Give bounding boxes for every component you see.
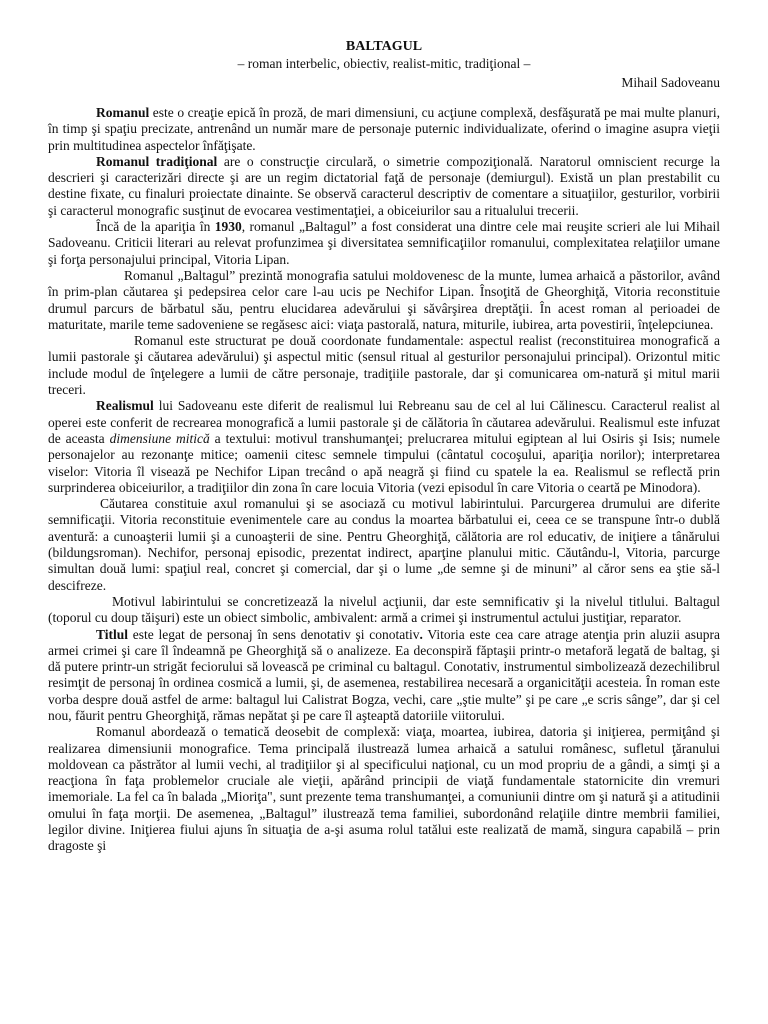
paragraph-text: , romanul „Baltagul” a fost considerat una dintre cele mai reuşite scrieri ale lui Mihail Sadoveanu. Criticii literari au relevat profunzimea şi diversitatea semnificaţiilor romanului, complexitatea relaţiilor umane şi forţa personajului principal, Vitoria Lipan. — [48, 219, 720, 267]
paragraph-aparitie — [48, 219, 720, 268]
paragraph-text: lui Sadoveanu este diferit de realismul lui Rebreanu sau de cel al lui Călinescu. Caracterul realist al operei este conferit de recrearea monografică a lumii pastorale şi de călătoria în căutarea adevărului. Realismul este infuzat de aceasta — [48, 398, 720, 446]
paragraph-text: Vitoria este cea care atrage atenţia prin aluzii asupra armei crimei şi care îl îndeamnă pe Gheorghiţă să o analizeze. Ea deconspiră făptaşii printr-o metaforă legată de baltag, şi dă putere printr-un strigăt feciorului să lovească pe criminal cu baltagul. Conotativ, instrumentul simbolizează dezechilibrul resimţit de personaj în ordinea cosmică a lumii, şi, de asemenea, restabilirea necesară a organicităţii acesteia. În roman este vorba despre două astfel de arme: baltagul lui Calistrat Bogza, vechi, care „ştie multe” şi pe care „e scris sânge”, dar şi cel nou, făurit pentru Gheorghiţă, rămas nepătat şi pe care îl aşteaptă datoriile viitorului. — [48, 626, 720, 723]
paragraph-realismul — [48, 398, 720, 496]
paragraph-text: are o construcţie circulară, o simetrie compoziţională. Naratorul omniscient recurge la descrieri şi caracterizări directe şi are un regim dictatorial faţă de personaje (demiurgul). Există un plan prestabilit cu destine fixate, cu finaluri proiectate dinainte. Se observă caracterul descriptiv de comentare a situaţiilor, gesturilor, vorbirii şi caracterul monografic susţinut de evocarea vestimentaţiei, a obiceiurilor sau a ritualului trecerii. — [48, 153, 721, 218]
bold-term: Realismul — [96, 398, 154, 414]
bold-dot: . — [419, 626, 423, 642]
paragraph-titlul — [48, 627, 720, 725]
italic-term: dimensiune mitică — [109, 430, 210, 446]
paragraph-monografia: Romanul „Baltagul” prezintă monografia satului moldovenesc de la munte, lumea arhaică a păstorilor, având în prim-plan căutarea şi pedepsirea celor care l-au ucis pe Nechifor Lipan. Însoţită de Gheorghiţă, Vitoria reconstituie drumul parcurs de bărbatul său, pentru elucidarea adevărului şi săvârşirea dreptăţii. În acest roman al perioadei de maturitate, marile teme sadoveniene se regăsesc aici: viaţa pastorală, natura, miturile, iubirea, arta povestirii, înţelepciunea. — [48, 267, 720, 332]
bold-term: Romanul — [96, 105, 150, 120]
paragraph-roman-traditional — [48, 154, 720, 219]
document-author: Mihail Sadoveanu — [621, 75, 720, 90]
paragraph-text: Încă de la apariţia în — [96, 219, 215, 235]
paragraph-cautarea: Căutarea constituie axul romanului şi se asociază cu motivul labirintului. Parcurgerea drumului are diferite semnificaţii. Vitoria reconstituie evenimentele care au condus la moartea bărbatului ei, ceea ce se transpune într-o dublă aventură: a cunoaşterii lumii şi a cunoaşterii de sine. Pentru Gheorghiţă, călătoria are rol educativ, de iniţiere a tânărului (bildungsroman). Nechifor, personaj episodic, prezentat indirect, aparţine planului mitic. Căutându-l, Vitoria, parcurge simultan două lumi: spaţiul real, concret şi comercial, dar şi o lume „de semne şi de minuni” al căror sens ea ştie să-l descifreze. — [48, 496, 720, 593]
document-body — [48, 105, 720, 855]
document-subtitle: – roman interbelic, obiectiv, realist-mitic, tradiţional – — [237, 56, 531, 71]
bold-year: 1930 — [214, 219, 242, 235]
paragraph-text: a textului: motivul transhumanţei; prelucrarea mitului egiptean al lui Osiris şi Isis; numele personajelor au rezonanţe mitice; oamenii citesc semnele timpului (cântatul cocoşului, apariţia norilor); interpretarea viselor: Vitoria îl visează pe Nechifor Lipan trecând o apă neagră şi fiind cu spatele la ea. Realismul se reflectă prin surprinderea obiceiurilor, a tradiţiilor din zona în care locuia Vitoria (vezi episodul în care Vitoria o ceartă pe Minodora). — [48, 430, 721, 495]
paragraph-romanul — [48, 105, 720, 154]
bold-term: Romanul tradiţional — [96, 153, 218, 169]
paragraph-text: este legat de personaj în sens denotativ şi conotativ — [128, 626, 420, 642]
bold-term: Titlul — [96, 626, 129, 642]
paragraph-labirint: Motivul labirintului se concretizează la nivelul acţiunii, dar este semnificativ şi la nivelul titlului. Baltagul (toporul cu doup tăişuri) este un obiect simbolic, ambivalent: armă a crimei şi instrumentul actului justiţiar, reparator. — [48, 593, 720, 626]
paragraph-text: este o creaţie epică în proză, de mari dimensiuni, cu acţiune complexă, desfăşurată pe mai multe planuri, în timp şi spaţiu precizate, antrenând un număr mare de personaje puternic individualizate, oferind o imagine asupra vieţii prin multitudinea aspectelor înfăţişate. — [48, 105, 720, 153]
paragraph-tematica: Romanul abordează o tematică deosebit de complexă: viaţa, moartea, iubirea, datoria şi iniţierea, permiţând şi realizarea dimensiunii monografice. Tema principală ilustrează lumea arhaică a satului românesc, sufletul ţăranului moldovean ca păstrător al lumii vechi, al tradiţiilor şi al specificului naţional, cu un mod propriu de a gândi, a simţi şi a reacţiona în faţa problemelor cruciale ale vieţii, apărând principii de viaţă fundamentale statornicite din vremuri imemoriale. La fel ca în balada „Mioriţa", sunt prezente tema transhumanţei, a comuniunii dintre om şi natură şi a atitudinii omului în faţa morţii. De asemenea, „Baltagul” ilustrează tema familiei, subordonând relaţiile dintre membrii familiei, legilor divine. Iniţierea fiului ajuns în situaţia de a-şi asuma rolul tatălui este realizată de mamă, singura capabilă – prin dragoste şi — [48, 724, 720, 854]
document-title: BALTAGUL — [345, 39, 423, 54]
paragraph-structura: Romanul este structurat pe două coordonate fundamentale: aspectul realist (reconstituirea monografică a lumii pastorale şi căutarea adevărului) şi aspectul mitic (sensul ritual al gesturilor personajului principal). Orizontul mitic include modul de înţelegere a lumii de către personaje, tradiţiile pastorale, dar şi comunicarea om-natură şi mitul marii treceri. — [48, 333, 720, 398]
